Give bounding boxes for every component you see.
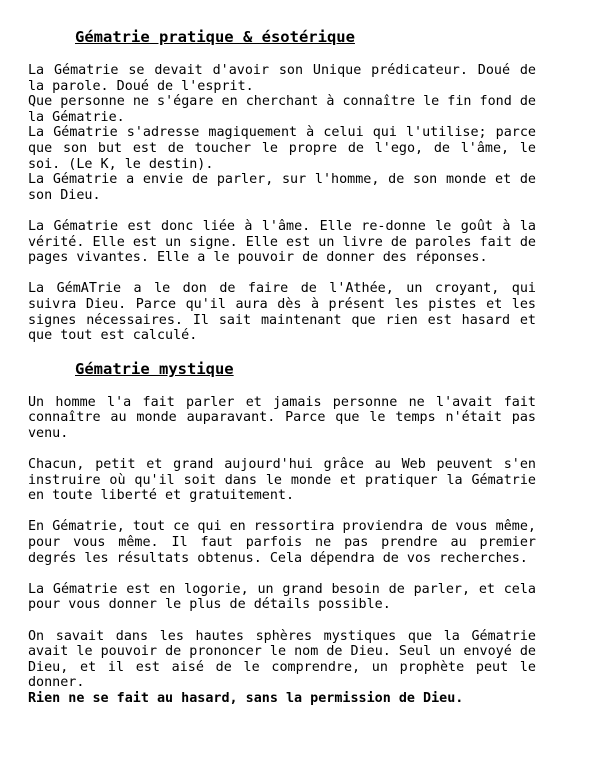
- paragraph-spacer: [28, 566, 536, 582]
- paragraph: En Gématrie, tout ce qui en ressortira proviendra de vous même, pour vous même. Il faut parfois ne pas prendre au premier degrés les résultats obtenus. Cela dépendra de vos recherches.: [28, 519, 536, 566]
- paragraph-spacer: [28, 203, 536, 219]
- document-page: [28, 26, 536, 707]
- closing-statement: Rien ne se fait au hasard, sans la permission de Dieu.: [28, 690, 464, 706]
- paragraph: La Gématrie a envie de parler, sur l'homme, de son monde et de son Dieu.: [28, 172, 536, 203]
- section-title-pratique: Gématrie pratique & ésotérique: [75, 28, 355, 46]
- paragraph: La GémATrie a le don de faire de l'Athée, un croyant, qui suivra Dieu. Parce qu'il aura dès à présent les pistes et les signes nécessaires. Il sait maintenant que rien est hasard et que tout est calculé.: [28, 281, 536, 344]
- paragraph: Un homme l'a fait parler et jamais personne ne l'avait fait connaître au monde auparavant. Parce que le temps n'était pas venu.: [28, 394, 536, 441]
- paragraph: La Gématrie s'adresse magiquement à celui qui l'utilise; parce que son but est de toucher le propre de l'ego, de l'âme, le soi. (Le K, le destin).: [28, 125, 536, 172]
- paragraph: La Gématrie est en logorie, un grand besoin de parler, et cela pour vous donner le plus de détails possible.: [28, 581, 536, 613]
- paragraph: On savait dans les hautes sphères mystiques que la Gématrie avait le pouvoir de prononcer le nom de Dieu. Seul un envoyé de Dieu, et il est aisé de le comprendre, un prophète peut le donner.: [28, 628, 536, 691]
- paragraph: La Gématrie se devait d'avoir son Unique prédicateur. Doué de la parole. Doué de l'esprit.: [28, 63, 536, 94]
- paragraph-spacer: [28, 441, 536, 457]
- paragraph: Que personne ne s'égare en cherchant à connaître le fin fond de la Gématrie.: [28, 94, 536, 125]
- paragraph: Chacun, petit et grand aujourd'hui grâce au Web peuvent s'en instruire où qu'il soit dans le monde et pratiquer la Gématrie en toute liberté et gratuitement.: [28, 457, 536, 504]
- paragraph: La Gématrie est donc liée à l'âme. Elle re-donne le goût à la vérité. Elle est un signe. Elle est un livre de paroles fait de pages vivantes. Elle a le pouvoir de donner des réponses.: [28, 218, 536, 266]
- paragraph-spacer: [28, 504, 536, 520]
- section-title-mystique: Gématrie mystique: [75, 359, 234, 378]
- paragraph-spacer: [28, 613, 536, 629]
- paragraph-spacer: [28, 266, 536, 282]
